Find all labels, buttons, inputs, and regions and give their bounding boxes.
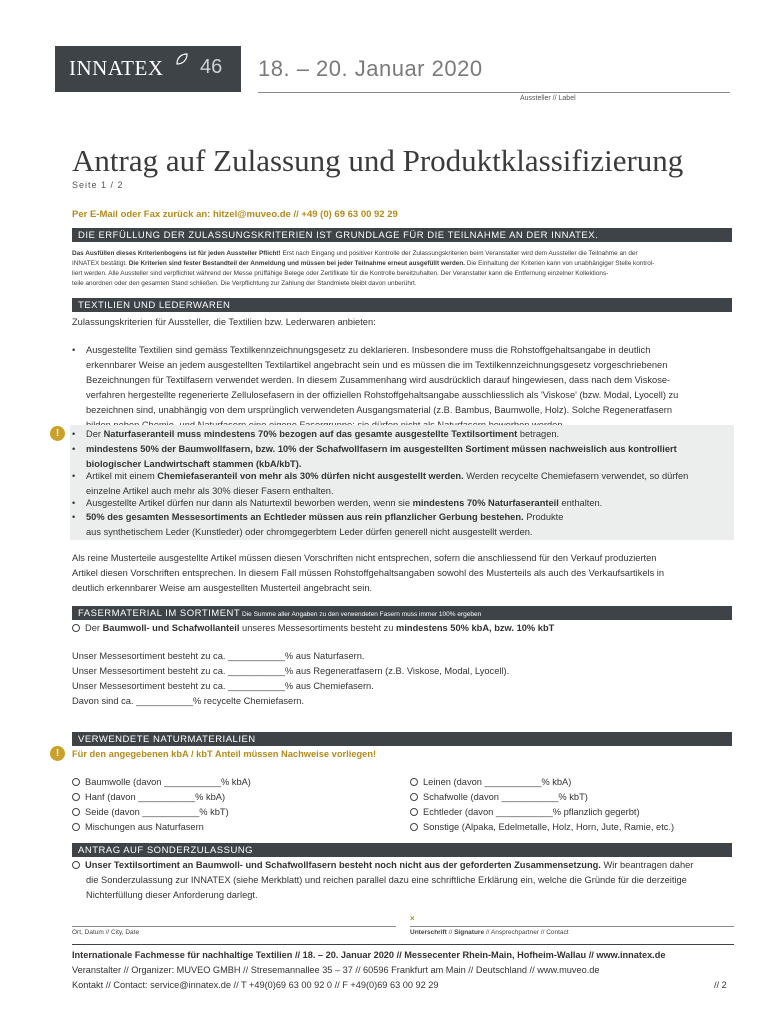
footer-contact-line: Kontakt // Contact: service@innatex.de // T +49(0)69 63 00 92 0 // F +49(0)69 63 00 92 29 (72, 980, 439, 990)
signature-mark: × (410, 914, 415, 923)
materials-note: Für den angegebenen kbA / kbT Anteil müssen Nachweise vorliegen! (72, 749, 377, 759)
circle-checkbox-icon[interactable] (72, 823, 80, 831)
material-option-leather[interactable]: Echtleder (davon ___________% pflanzlich gegerbt) (410, 805, 674, 820)
section-heading-materials: VERWENDETE NATURMATERIALIEN (72, 732, 732, 746)
leaf-icon (175, 52, 189, 66)
natural-fiber-field[interactable]: Unser Messesortiment besteht zu ca. ___________% aus Naturfasern. (72, 651, 365, 661)
materials-right-column[interactable] (410, 775, 674, 835)
material-option-hemp[interactable]: Hanf (davon ___________% kbA) (72, 790, 251, 805)
fiber-share-checkbox-row[interactable]: Der Baumwoll- und Schafwollanteil unseres Messesortiments besteht zu mindestens 50% kbA, bzw. 10% kbT (72, 621, 554, 636)
footer-organizer-line: Veranstalter // Organizer: MUVEO GMBH // Stresemannallee 35 – 37 // 60596 Frankfurt am Main // Deutschland // www.muveo.de (72, 965, 600, 975)
circle-checkbox-icon[interactable] (72, 793, 80, 801)
circle-checkbox-icon[interactable] (72, 778, 80, 786)
signature-field[interactable] (410, 926, 734, 927)
signature-caption: Unterschrift // Signature // Ansprechpartner // Contact (410, 929, 569, 936)
logo-text: INNATEX (69, 56, 164, 80)
place-date-caption: Ort, Datum // City, Date (72, 929, 140, 936)
footer-page-number: // 2 (714, 980, 727, 990)
innatex-logo (55, 46, 241, 92)
footer-divider (72, 944, 734, 945)
material-option-linen[interactable]: Leinen (davon ___________% kbA) (410, 775, 674, 790)
materials-left-column[interactable] (72, 775, 251, 835)
circle-checkbox-icon[interactable] (72, 624, 80, 632)
material-option-mixtures[interactable]: Mischungen aus Naturfasern (72, 820, 251, 835)
special-approval-checkbox-row[interactable]: Unser Textilsortiment an Baumwoll- und Schafwollfasern besteht noch nicht aus der geforderten Zusammensetzung. Wir beantragen daher die Sonderzulassung zur INNATEX (siehe Merkblatt) und reichen parallel dazu eine schriftliche Erklärung ein, welche die Gründe für die derzeitige Nichterfüllung dieser Anforderung darlegt. (72, 858, 693, 903)
material-option-wool[interactable]: Schafwolle (davon ___________% kbT) (410, 790, 674, 805)
material-option-silk[interactable]: Seide (davon ___________% kbT) (72, 805, 251, 820)
section-heading-textiles: TEXTILIEN UND LEDERWAREN (72, 298, 732, 312)
circle-checkbox-icon[interactable] (410, 823, 418, 831)
material-option-cotton[interactable]: Baumwolle (davon ___________% kbA) (72, 775, 251, 790)
footer-event-line: Internationale Fachmesse für nachhaltige Textilien // 18. – 20. Januar 2020 // Messecenter Rhein-Main, Hofheim-Wallau // www.innatex.de (72, 950, 666, 960)
exclamation-icon: ! (50, 426, 65, 441)
recycled-fiber-field[interactable]: Davon sind ca. ___________% recycelte Chemiefasern. (72, 696, 305, 706)
material-option-other[interactable]: Sonstige (Alpaka, Edelmetalle, Holz, Horn, Jute, Ramie, etc.) (410, 820, 674, 835)
fiber-percentages[interactable] (72, 649, 509, 709)
logo-number: 46 (200, 56, 223, 78)
return-contact: Per E-Mail oder Fax zurück an: hitzel@muveo.de // +49 (0) 69 63 00 92 29 (72, 209, 398, 220)
section-heading-special: ANTRAG AUF SONDERZULASSUNG (72, 843, 732, 857)
circle-checkbox-icon[interactable] (72, 808, 80, 816)
page-number: Seite 1 / 2 (72, 180, 124, 190)
exclamation-icon: ! (50, 746, 65, 761)
circle-checkbox-icon[interactable] (410, 793, 418, 801)
section-heading-fiber: FASERMATERIAL IM SORTIMENT Die Summe aller Angaben zu den verwendeten Fasern muss immer 100% ergeben (72, 606, 732, 620)
regenerated-fiber-field[interactable]: Unser Messesortiment besteht zu ca. ___________% aus Regeneratfasern (z.B. Viskose, Modal, Lyocell). (72, 666, 510, 676)
label-field-line[interactable] (258, 92, 730, 93)
chemical-fiber-field[interactable]: Unser Messesortiment besteht zu ca. ___________% aus Chemiefasern. (72, 681, 374, 691)
circle-checkbox-icon[interactable] (410, 778, 418, 786)
criteria-intro: Das Ausfüllen dieses Kriterienbogens ist für jeden Aussteller Pflicht! Erst nach Eingang und positiver Kontrolle der Zulassungskriterien beim Veranstalter wird dem Aussteller die Teilnahme an der INNATEX bestätigt. Die Kriterien sind fester Bestandteil der Anmeldung und müssen bei jeder Teilnahme erneut ausgefüllt werden. Die Einhaltung der Kriterien kann von unabhängiger Stelle kontrol- liert werden. Alle Aussteller sind verpflichtet während der Messe prüffähige Belege oder Zertifikate für die Kontrolle bereitzuhalten. Der Veranstalter kann die Entfernung einzelner Kollektions- teile anordnen oder den gesamten Stand schließen. Die Verpflichtung zur Zahlung der Standmiete bleibt davon unberührt. (72, 250, 655, 287)
place-date-field[interactable] (72, 926, 396, 927)
page-title: Antrag auf Zulassung und Produktklassifizierung (72, 143, 684, 178)
circle-checkbox-icon[interactable] (72, 861, 80, 869)
circle-checkbox-icon[interactable] (410, 808, 418, 816)
sample-rules-paragraph: Als reine Musterteile ausgestellte Artikel müssen diesen Vorschriften nicht entsprechen, sofern die anschliessend für den Verkauf produzierten Artikel diesen Vorschriften entsprechen. In diesem Fall müssen Rohstoffgehaltsangaben sowohl des Musterteils als auch des Verkaufsartikels in deutlich erkennbarer Weise am ausgestellten Musterteil angebracht sein. (72, 553, 665, 593)
event-date: 18. – 20. Januar 2020 (258, 56, 483, 81)
textiles-intro: Zulassungskriterien für Aussteller, die Textilien bzw. Lederwaren anbieten: (72, 317, 376, 327)
section-heading-criteria: DIE ERFÜLLUNG DER ZULASSUNGSKRITERIEN IST GRUNDLAGE FÜR DIE TEILNAHME AN DER INNATEX. (72, 228, 732, 242)
label-caption: Aussteller // Label (520, 95, 576, 102)
